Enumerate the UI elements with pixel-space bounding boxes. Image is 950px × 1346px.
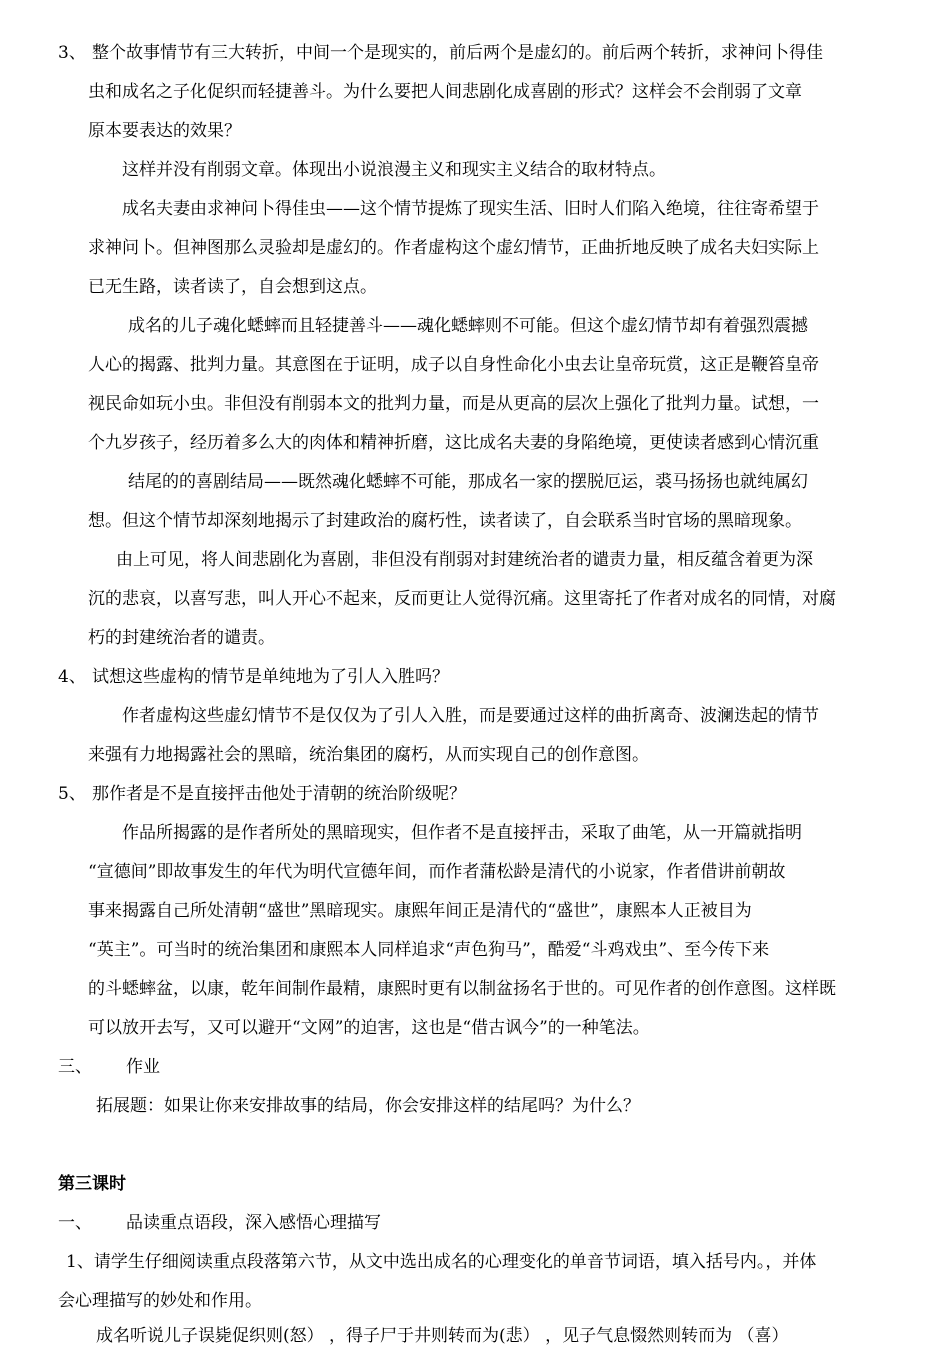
section-4-question: 4、 试想这些虚构的情节是单纯地为了引人入胜吗？ bbox=[58, 667, 449, 687]
section-3-answer-p3-line-2: 人心的揭露、批判力量。其意图在于证明，成子以自身性命化小虫去让皇帝玩赏，这正是鞭笞皇帝 bbox=[88, 355, 819, 375]
section-3-answer-p5-line-1: 由上可见，将人间悲剧化为喜剧，非但没有削弱对封建统治者的谴责力量，相反蕴含着更为深 bbox=[116, 550, 813, 570]
section-5-number: 5、 bbox=[58, 784, 86, 804]
section-3-answer-p1: 这样并没有削弱文章。体现出小说浪漫主义和现实主义结合的取材特点。 bbox=[122, 160, 666, 180]
section-4-answer-line-2: 来强有力地揭露社会的黑暗，统治集团的腐朽，从而实现自己的创作意图。 bbox=[88, 745, 649, 765]
section-3-answer-p4-line-1: 结尾的的喜剧结局——既然魂化蟋蟀不可能，那成名一家的摆脱厄运，裘马扬扬也就纯属幻 bbox=[128, 472, 808, 492]
section-5-answer-line-3: 事来揭露自己所处清朝“盛世”黑暗现实。康熙年间正是清代的“盛世”，康熙本人正被目为 bbox=[88, 901, 752, 921]
section-3-answer-p5-line-3: 朽的封建统治者的谴责。 bbox=[88, 628, 275, 648]
section-4-answer-line-1: 作者虚构这些虚幻情节不是仅仅为了引人入胜，而是要通过这样的曲折离奇、波澜迭起的情节 bbox=[122, 706, 819, 726]
section-3-answer-p5-line-2: 沉的悲哀，以喜写悲，叫人开心不起来，反而更让人觉得沉痛。这里寄托了作者对成名的同情，对腐 bbox=[88, 589, 836, 609]
section-5-question: 5、 那作者是不是直接抨击他处于清朝的统治阶级呢？ bbox=[58, 784, 466, 804]
homework-title: 作业 bbox=[126, 1057, 160, 1077]
section-3-answer-p3-line-3: 视民命如玩小虫。非但没有削弱本文的批判力量，而是从更高的层次上强化了批判力量。试想，一 bbox=[88, 394, 819, 414]
lesson-3-part-1-heading bbox=[58, 1212, 381, 1234]
lesson-3-part-1-title: 品读重点语段，深入感悟心理描写 bbox=[126, 1213, 381, 1233]
homework-number: 三、 bbox=[58, 1057, 92, 1077]
section-3-number: 3、 bbox=[58, 43, 86, 63]
lesson-3-item-1-line-2: 会心理描写的妙处和作用。 bbox=[58, 1291, 262, 1311]
section-5-answer-line-4: “英主”。可当时的统治集团和康熙本人同样追求“声色狗马”，酷爱“斗鸡戏虫”、至今传下来 bbox=[88, 940, 770, 960]
section-5-answer-line-2: “宣德间”即故事发生的年代为明代宣德年间，而作者蒲松龄是清代的小说家，作者借讲前朝故 bbox=[88, 862, 786, 882]
section-3-answer-p2-line-3: 已无生路，读者读了，自会想到这点。 bbox=[88, 277, 377, 297]
section-5-answer-line-5: 的斗蟋蟀盆，以康，乾年间制作最精，康熙时更有以制盆扬名于世的。可见作者的创作意图。这样既 bbox=[88, 979, 836, 999]
section-3-answer-p2-line-2: 求神问卜。但神图那么灵验却是虚幻的。作者虚构这个虚幻情节，正曲折地反映了成名夫妇实际上 bbox=[88, 238, 819, 258]
section-5-answer-line-6: 可以放开去写，又可以避开“文网”的迫害，这也是“借古讽今”的一种笔法。 bbox=[88, 1018, 650, 1038]
homework-task: 拓展题：如果让你来安排故事的结局，你会安排这样的结尾吗？为什么？ bbox=[96, 1096, 640, 1116]
section-3-question-line-2: 虫和成名之子化促织而轻捷善斗。为什么要把人间悲剧化成喜剧的形式？这样会不会削弱了文章 bbox=[88, 82, 802, 102]
section-3-question-line-3: 原本要表达的效果？ bbox=[88, 121, 241, 141]
section-5-answer-line-1: 作品所揭露的是作者所处的黑暗现实，但作者不是直接抨击，采取了曲笔，从一开篇就指明 bbox=[122, 823, 802, 843]
section-3-question-line-1: 3、 整个故事情节有三大转折，中间一个是现实的，前后两个是虚幻的。前后两个转折，求神问卜得佳 bbox=[58, 43, 823, 63]
section-3-answer-p3-line-1: 成名的儿子魂化蟋蟀而且轻捷善斗——魂化蟋蟀则不可能。但这个虚幻情节却有着强烈震撼 bbox=[128, 316, 808, 336]
lesson-3-part-1-number: 一、 bbox=[58, 1213, 92, 1233]
lesson-3-item-1-line-1: 1、请学生仔细阅读重点段落第六节，从文中选出成名的心理变化的单音节词语，填入括号内。，并体 bbox=[66, 1252, 817, 1272]
homework-heading bbox=[58, 1056, 160, 1078]
section-3-answer-p4-line-2: 想。但这个情节却深刻地揭示了封建政治的腐朽性，读者读了，自会联系当时官场的黑暗现象。 bbox=[88, 511, 802, 531]
lesson-3-fill-line: 成名听说儿子误毙促织则(怒） ，得子尸于井则转而为(悲） ，见子气息惙然则转而为 （喜） bbox=[96, 1326, 789, 1346]
section-3-answer-p3-line-4: 个九岁孩子，经历着多么大的肉体和精神折磨，这比成名夫妻的身陷绝境，更使读者感到心情沉重 bbox=[88, 433, 819, 453]
lesson-3-heading: 第三课时 bbox=[58, 1174, 126, 1194]
section-4-number: 4、 bbox=[58, 667, 86, 687]
section-3-answer-p2-line-1: 成名夫妻由求神问卜得佳虫——这个情节提炼了现实生活、旧时人们陷入绝境，往往寄希望于 bbox=[122, 199, 819, 219]
